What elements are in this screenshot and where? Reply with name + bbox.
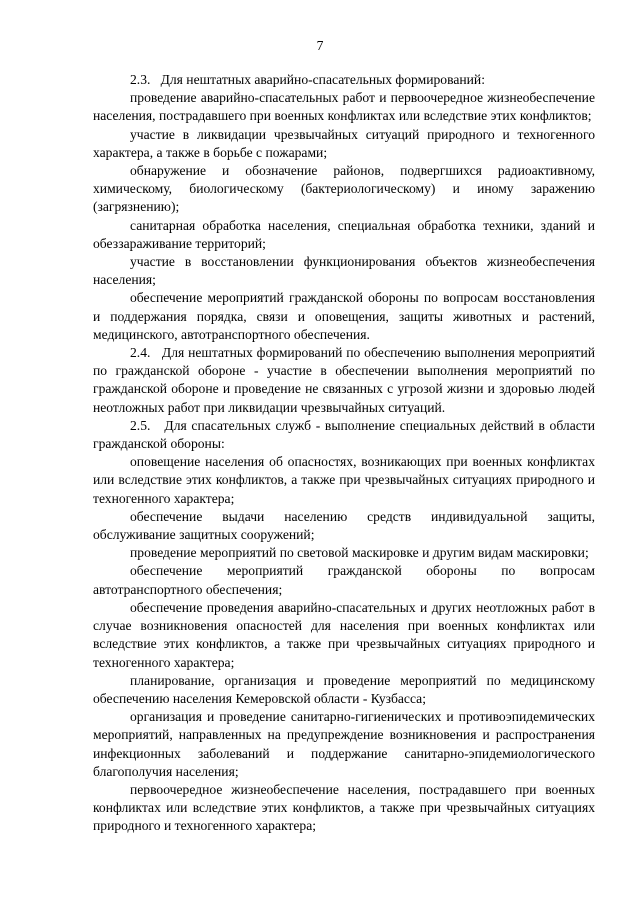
list-item: санитарная обработка населения, специальная обработка техники, зданий и обеззараживание территорий; — [93, 217, 595, 251]
page-number: 7 — [316, 38, 324, 53]
list-item: обеспечение проведения аварийно-спасательных и других неотложных работ в случае возникновения опасностей для населения при военных конфликтах или вследствие этих конфликтов, а также при чрезвычайных ситуациях природного и техногенного характера; — [93, 599, 595, 670]
section-2-3-heading: 2.3. Для нештатных аварийно-спасательных формирований: — [130, 72, 485, 87]
list-item: проведение мероприятий по световой маскировке и другим видам маскировки; — [130, 545, 589, 561]
list-item: обеспечение мероприятий гражданской обороны по вопросам автотранспортного обеспечения; — [93, 563, 595, 597]
section-2-4-paragraph: 2.4. Для нештатных формирований по обеспечению выполнения мероприятий по гражданской обороне - участие в обеспечении выполнения мероприятий по гражданской обороне и проведение не связанных с угрозой жизни и здоровью людей неотложных работ при ликвидации чрезвычайных ситуаций. — [93, 345, 595, 415]
list-item: обеспечение мероприятий гражданской обороны по вопросам восстановления и поддержания порядка, связи и оповещения, защиты животных и растений, медицинского, автотранспортного обеспечения. — [93, 290, 595, 342]
list-item: первоочередное жизнеобеспечение населения, пострадавшего при военных конфликтах или вследствие этих конфликтов, а также при чрезвычайных ситуациях природного и техногенного характера; — [93, 781, 595, 834]
list-item: организация и проведение санитарно-гигиенических и противоэпидемических мероприятий, направленных на предупреждение возникновения и распространения инфекционных заболеваний и поддержание санитарно-эпидемиологического благополучия населения; — [93, 709, 595, 779]
list-item: планирование, организация и проведение мероприятий по медицинскому обеспечению населения Кемеровской области - Кузбасса; — [93, 672, 595, 706]
list-item: обнаружение и обозначение районов, подвергшихся радиоактивному, химическому, биологическому (бактериологическому) и иному заражению (загрязнению); — [93, 163, 595, 215]
list-item: участие в ликвидации чрезвычайных ситуаций природного и техногенного характера, а также в борьбе с пожарами; — [93, 126, 595, 160]
list-item: обеспечение выдачи населению средств индивидуальной защиты, обслуживание защитных сооружений; — [93, 508, 595, 543]
list-item: участие в восстановлении функционирования объектов жизнеобеспечения населения; — [93, 254, 595, 288]
list-item: проведение аварийно-спасательных работ и первоочередное жизнеобеспечение населения, пострадавшего при военных конфликтах или вследствие этих конфликтов; — [93, 90, 595, 124]
list-item: оповещение населения об опасностях, возникающих при военных конфликтах или вследствие этих конфликтов, а также при чрезвычайных ситуациях природного и техногенного характера; — [93, 454, 595, 506]
document-body — [93, 71, 595, 836]
section-2-5-heading: 2.5. Для спасательных служб - выполнение специальных действий в области гражданской обороны: — [93, 417, 595, 452]
